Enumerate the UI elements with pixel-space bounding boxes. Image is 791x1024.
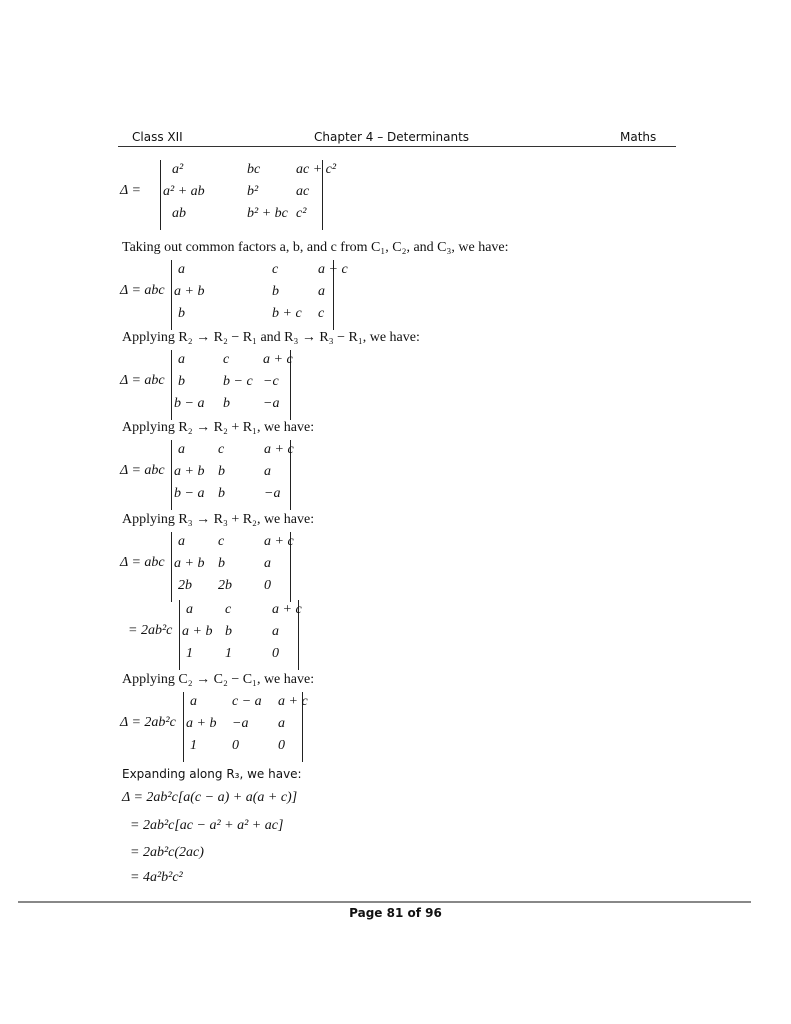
equation-lhs: Δ = abc (120, 283, 165, 298)
matrix-cell: a (264, 556, 271, 571)
matrix-cell: b + c (272, 306, 302, 321)
matrix-cell: b (218, 464, 225, 479)
matrix-cell: 0 (272, 646, 279, 661)
matrix-cell: a (178, 262, 185, 277)
determinant (0, 532, 791, 602)
matrix-cell: b (178, 374, 185, 389)
footer-divider (18, 901, 751, 903)
matrix-cell: a (178, 534, 185, 549)
equation-lhs: Δ = (120, 183, 141, 198)
matrix-cell: c (225, 602, 232, 617)
page-number: Page 81 of 96 (349, 906, 442, 920)
determinant-left-bar (171, 440, 172, 510)
matrix-cell: b (223, 396, 230, 411)
matrix-cell: c (272, 262, 279, 277)
determinant-left-bar (160, 160, 161, 230)
equation-lhs: Δ = abc (120, 555, 165, 570)
matrix-cell: a + b (174, 556, 205, 571)
matrix-cell: 1 (225, 646, 232, 661)
expansion-text: Expanding along R₃, we have: (122, 767, 302, 781)
matrix-cell: a + b (186, 716, 217, 731)
matrix-cell: c² (296, 206, 307, 221)
equation-lhs: Δ = abc (120, 463, 165, 478)
matrix-cell: 2b (178, 578, 192, 593)
matrix-cell: ab (172, 206, 186, 221)
matrix-cell: a + b (182, 624, 213, 639)
matrix-cell: c (223, 352, 230, 367)
matrix-cell: c − a (232, 694, 262, 709)
expansion-line: = 4a²b²c² (130, 870, 183, 885)
matrix-cell: −a (264, 486, 281, 501)
matrix-cell: b² + bc (247, 206, 288, 221)
matrix-cell: 0 (264, 578, 271, 593)
step-text: Applying R₂ → R₂ − R₁ and R₃ → R₃ − R₁, we have: (122, 330, 420, 345)
determinant (0, 160, 791, 230)
matrix-cell: b (225, 624, 232, 639)
step-text: Applying C₂ → C₂ − C₁, we have: (122, 672, 315, 687)
matrix-cell: ac (296, 184, 310, 199)
determinant (0, 692, 791, 762)
matrix-cell: a + c (318, 262, 348, 277)
step-text: Applying R₃ → R₃ + R₂, we have: (122, 512, 315, 527)
matrix-cell: b − a (174, 396, 205, 411)
matrix-cell: a² + ab (163, 184, 205, 199)
matrix-cell: a + b (174, 464, 205, 479)
equation-lhs: = 2ab²c (128, 623, 173, 638)
matrix-cell: −a (232, 716, 249, 731)
determinant-left-bar (183, 692, 184, 762)
equation-lhs: Δ = abc (120, 373, 165, 388)
matrix-cell: 2b (218, 578, 232, 593)
matrix-cell: b (218, 556, 225, 571)
matrix-cell: a (186, 602, 193, 617)
step-text: Applying R₂ → R₂ + R₁, we have: (122, 420, 315, 435)
determinant-left-bar (179, 600, 180, 670)
matrix-cell: 1 (190, 738, 197, 753)
matrix-cell: a + c (278, 694, 308, 709)
matrix-cell: c (318, 306, 325, 321)
determinant-left-bar (171, 532, 172, 602)
page-header (118, 130, 676, 146)
header-divider (118, 146, 676, 147)
determinant (0, 600, 791, 670)
header-class: Class XII (132, 130, 183, 144)
equation-lhs: Δ = 2ab²c (120, 715, 176, 730)
matrix-cell: 1 (186, 646, 193, 661)
matrix-cell: ac + c² (296, 162, 337, 177)
matrix-cell: a + c (272, 602, 302, 617)
matrix-cell: a + c (263, 352, 293, 367)
matrix-cell: a (318, 284, 325, 299)
determinant-left-bar (171, 260, 172, 330)
matrix-cell: a² (172, 162, 184, 177)
matrix-cell: bc (247, 162, 261, 177)
matrix-cell: b (178, 306, 185, 321)
matrix-cell: 0 (232, 738, 239, 753)
determinant (0, 350, 791, 420)
matrix-cell: a (190, 694, 197, 709)
matrix-cell: a + c (264, 534, 294, 549)
expansion-line: Δ = 2ab²c[a(c − a) + a(a + c)] (122, 790, 298, 805)
matrix-cell: −a (263, 396, 280, 411)
header-chapter: Chapter 4 – Determinants (314, 130, 470, 144)
expansion-line: = 2ab²c(2ac) (130, 845, 204, 860)
determinant (0, 440, 791, 510)
matrix-cell: 0 (278, 738, 285, 753)
matrix-cell: a (272, 624, 279, 639)
matrix-cell: b² (247, 184, 259, 199)
step-text: Taking out common factors a, b, and c from C₁, C₂, and C₃, we have: (122, 240, 509, 255)
matrix-cell: c (218, 442, 225, 457)
matrix-cell: a (178, 352, 185, 367)
header-subject: Maths (620, 130, 657, 144)
matrix-cell: a + c (264, 442, 294, 457)
expansion-line: = 2ab²c[ac − a² + a² + ac] (130, 818, 284, 833)
determinant (0, 260, 791, 330)
matrix-cell: b (218, 486, 225, 501)
determinant-left-bar (171, 350, 172, 420)
matrix-cell: −c (263, 374, 279, 389)
matrix-cell: a (264, 464, 271, 479)
matrix-cell: a + b (174, 284, 205, 299)
matrix-cell: b − a (174, 486, 205, 501)
matrix-cell: a (178, 442, 185, 457)
matrix-cell: a (278, 716, 285, 731)
matrix-cell: b (272, 284, 279, 299)
matrix-cell: b − c (223, 374, 253, 389)
matrix-cell: c (218, 534, 225, 549)
